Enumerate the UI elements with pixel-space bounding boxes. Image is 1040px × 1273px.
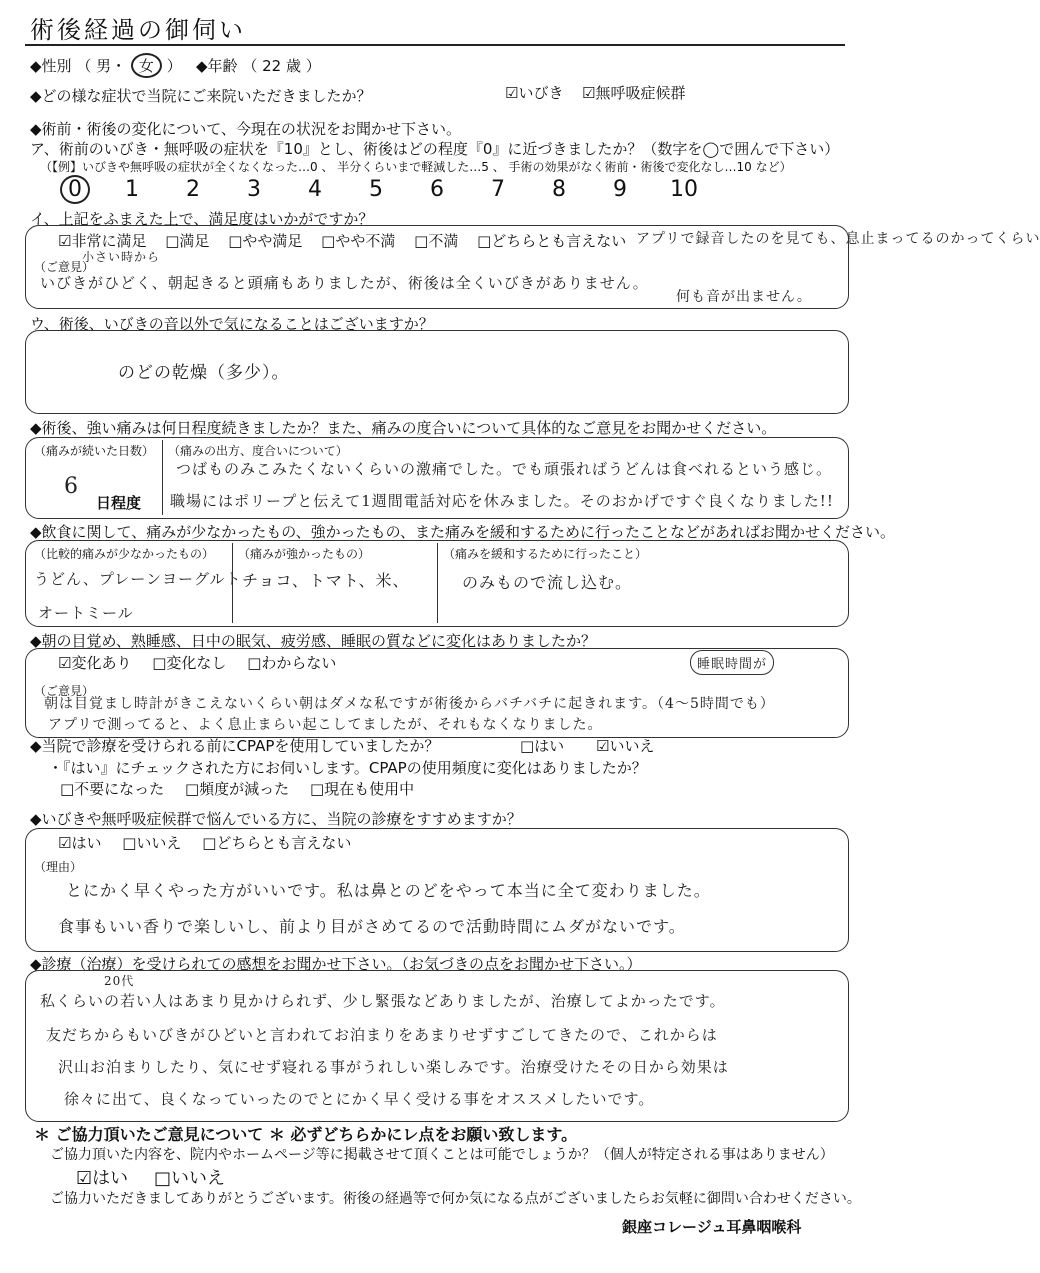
- pain-hw-1: つばものみこみたくないくらいの激痛でした。でも頑張ればうどんは食べれるという感じ。: [176, 460, 833, 478]
- cooperation-heading: ＊ ご協力頂いたご意見について ＊ 必ずどちらかにレ点をお願い致します。: [34, 1125, 578, 1144]
- age-label: ◆年齢: [196, 57, 238, 75]
- satisfaction-question: イ、上記をふまえた上で、満足度はいかがですか？: [30, 210, 374, 228]
- sleep-hw-2: アプリで測ってると、よく息止まらい起こしてましたが、それもなくなりました。: [48, 717, 603, 733]
- cpap-question: ◆当院で診療を受けられる前にCPAPを使用していましたか？: [30, 737, 440, 755]
- option-less-frequent[interactable]: □頻度が減った: [184, 780, 290, 798]
- impression-hw-1: 私くらいの若い人はあまり見かけられず、少し緊張などありましたが、治療してよかったです。: [40, 992, 726, 1010]
- scale-6[interactable]: 6: [430, 177, 444, 202]
- food-col3-hw: のみもので流し込む。: [462, 573, 633, 592]
- scale-10[interactable]: 10: [670, 177, 698, 202]
- page-title: 術後経過の御伺い: [30, 16, 246, 44]
- sleep-opinion-label: （ご意見）: [34, 684, 95, 698]
- food-col1-label: （比較的痛みが少なかったもの）: [34, 547, 215, 561]
- option-unknown[interactable]: □わからない: [247, 654, 337, 672]
- publish-question: ご協力頂いた内容を、院内やホームページ等に掲載させて頂くことは可能でしょうか？（個人が特定される事はありません）: [50, 1147, 834, 1163]
- scale-3[interactable]: 3: [247, 177, 261, 202]
- pain-days-label: （痛みが続いた日数）: [34, 444, 155, 458]
- scale-5[interactable]: 5: [369, 177, 383, 202]
- option-very-satisfied[interactable]: ☑非常に満足: [58, 232, 147, 250]
- scale-9[interactable]: 9: [613, 177, 627, 202]
- option-neutral[interactable]: □どちらとも言えない: [477, 232, 627, 250]
- food-col2-hw: チョコ、トマト、米、: [242, 571, 410, 590]
- satisfaction-opinion-label: （ご意見）: [34, 260, 95, 274]
- cpap-yes[interactable]: □はい: [520, 737, 565, 755]
- option-recommend-yes[interactable]: ☑はい: [58, 834, 102, 852]
- sex-row: [30, 53, 321, 78]
- food-col1-hw-1: うどん、プレーンヨーグルト: [34, 570, 242, 588]
- clinic-name: 銀座コレージュ耳鼻咽喉科: [622, 1218, 802, 1236]
- cpap-no[interactable]: ☑いいえ: [596, 737, 655, 755]
- option-no-change[interactable]: □変化なし: [152, 654, 227, 672]
- pain-question: ◆術後、強い痛みは何日程度続きましたか？また、痛みの度合いについて具体的なご意見をお聞かせください。: [30, 419, 777, 437]
- pain-detail-label: （痛みの出方、度合いについて）: [168, 444, 348, 458]
- option-somewhat-dissatisfied[interactable]: □やや不満: [321, 232, 396, 250]
- recommend-reason-label: （理由）: [34, 860, 83, 874]
- cpap-sub-options: [60, 778, 414, 799]
- recommend-hw-2: 食事もいい香りで楽しいし、前より目がさめてるので活動時間にムダがないです。: [58, 917, 686, 936]
- apnea-checkbox[interactable]: ☑無呼吸症候群: [582, 84, 686, 102]
- thanks-message: ご協力いただきましてありがとうございます。術後の経過等で何か気になる点がございましたらお気軽に御問い合わせください。: [50, 1191, 861, 1207]
- change-heading: ◆術前・術後の変化について、今現在の状況をお聞かせ下さい。: [30, 120, 461, 138]
- satisfaction-hw-note: 小さい時から: [82, 250, 161, 264]
- publish-no[interactable]: □いいえ: [154, 1168, 226, 1189]
- food-col2-label: （痛みが強かったもの）: [238, 547, 371, 561]
- other-question: ウ、術後、いびきの音以外で気になることはございますか？: [30, 315, 434, 333]
- sleep-options: [58, 652, 336, 673]
- option-not-needed[interactable]: □不要になった: [60, 780, 165, 798]
- sleep-hw-1: 朝は目覚まし時計がきこえないくらい朝はダメな私ですが術後からバチバチに起きれます。（4〜5時間でも）: [44, 696, 775, 712]
- food-col3-label: （痛みを緩和するために行ったこと）: [443, 547, 648, 561]
- recommend-options: [58, 832, 351, 853]
- cpap-sub-question: ・『はい』にチェックされた方にお伺いします。CPAPの使用頻度に変化はありましたか？: [48, 759, 647, 777]
- impression-hw-4: 徐々に出て、良くなっていったのでとにかく早く受ける事をオススメしたいです。: [64, 1090, 655, 1108]
- pain-days-value[interactable]: 6: [64, 474, 79, 499]
- impression-question: ◆診療（治療）を受けられての感想をお聞かせ下さい。（お気づきの点をお聞かせ下さい。）: [30, 955, 642, 973]
- impression-hw-2: 友だちからもいびきがひどいと言われてお泊まりをあまりせずすごしてきたので、これからは: [46, 1026, 718, 1044]
- scale-0[interactable]: 0: [60, 175, 90, 204]
- option-recommend-neutral[interactable]: □どちらとも言えない: [202, 834, 352, 852]
- option-somewhat-satisfied[interactable]: □やや満足: [228, 232, 303, 250]
- scale-4[interactable]: 4: [308, 177, 322, 202]
- change-example: （【例】いびきや無呼吸の症状が全くなくなった…0 、 半分くらいまで軽減した…5 、 手術の効果がなく術前・術後で変化なし…10 など）: [40, 160, 792, 174]
- option-still-using[interactable]: □現在も使用中: [309, 780, 415, 798]
- pain-days-unit: 日程度: [96, 494, 142, 512]
- publish-yes[interactable]: ☑はい: [76, 1168, 129, 1189]
- sex-value: （ 男・: [76, 57, 127, 75]
- option-satisfied[interactable]: □満足: [165, 232, 210, 250]
- satisfaction-hw-1: いびきがひどく、朝起きると頭痛もありましたが、術後は全くいびきがありません。: [40, 274, 649, 292]
- symptom-question: ◆どの様な症状で当院にご来院いただきましたか？: [30, 87, 372, 105]
- sleep-hw-note: 睡眠時間が: [690, 650, 774, 675]
- sex-label: ◆性別: [30, 57, 72, 75]
- scale-1[interactable]: 1: [125, 177, 139, 202]
- option-changed[interactable]: ☑変化あり: [58, 654, 132, 672]
- satisfaction-hw-3: 何も音が出ません。: [676, 289, 812, 305]
- title-rule: [25, 44, 845, 46]
- age-value[interactable]: （ 22 歳 ）: [242, 57, 321, 75]
- impression-hw-note: 20代: [104, 974, 135, 988]
- scale-row: [60, 175, 698, 204]
- scale-2[interactable]: 2: [186, 177, 200, 202]
- food-divider-2: [437, 543, 438, 623]
- change-question: ア、術前のいびき・無呼吸の症状を『10』とし、術後はどの程度『0』に近づきましたか？（数字を◯で囲んで下さい）: [30, 140, 840, 158]
- food-question: ◆飲食に関して、痛みが少なかったもの、強かったもの、また痛みを緩和するために行ったことなどがあればお聞かせください。: [30, 523, 896, 541]
- option-dissatisfied[interactable]: □不満: [414, 232, 459, 250]
- sleep-question: ◆朝の目覚め、熟睡感、日中の眠気、疲労感、睡眠の質などに変化はありましたか？: [30, 632, 596, 650]
- scale-8[interactable]: 8: [552, 177, 566, 202]
- recommend-question: ◆いびきや無呼吸症候群で悩んでいる方に、当院の診療をすすめますか？: [30, 810, 522, 828]
- pain-hw-2: 職場にはポリープと伝えて1週間電話対応を休みました。そのおかげですぐ良くなりました!!: [170, 492, 834, 510]
- impression-hw-3: 沢山お泊まりしたり、気にせず寝れる事がうれしい楽しみです。治療受けたその日から効果は: [58, 1058, 729, 1076]
- food-col1-hw-2: オートミール: [38, 604, 134, 622]
- other-hw: のどの乾燥（多少）。: [118, 363, 290, 383]
- pain-divider: [162, 440, 163, 515]
- sex-close: ）: [166, 57, 182, 75]
- snore-checkbox[interactable]: ☑いびき: [505, 84, 564, 102]
- sex-selected[interactable]: 女: [131, 53, 162, 78]
- option-recommend-no[interactable]: □いいえ: [122, 834, 182, 852]
- scale-7[interactable]: 7: [491, 177, 505, 202]
- recommend-hw-1: とにかく早くやった方がいいです。私は鼻とのどをやって本当に全て変わりました。: [66, 881, 711, 900]
- satisfaction-hw-2: アプリで録音したのを見ても、息止まってるのかってくらい: [636, 231, 1040, 247]
